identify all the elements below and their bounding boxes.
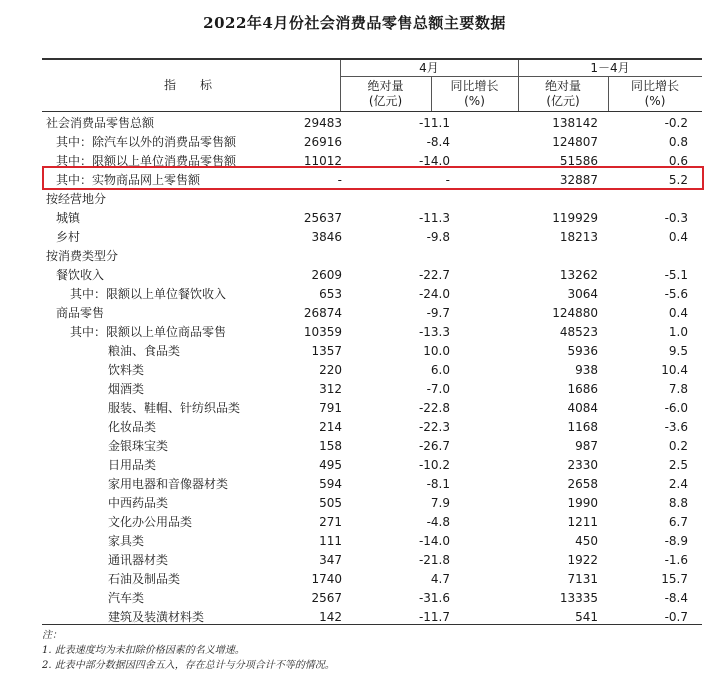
month-yoy-value: -9.7	[426, 306, 450, 320]
header-subrule	[340, 76, 702, 77]
ytd-abs-value: 1922	[567, 553, 598, 567]
ytd-yoy-value: -6.0	[664, 401, 688, 415]
month-abs-value: 3846	[311, 230, 342, 244]
ytd-abs-value: 124807	[552, 135, 598, 149]
ytd-abs-value: 7131	[567, 572, 598, 586]
month-abs-value: 312	[319, 382, 342, 396]
ytd-yoy-value: 2.5	[668, 458, 688, 472]
ytd-abs-value: 1686	[567, 382, 598, 396]
ytd-yoy-value: -0.2	[664, 116, 688, 130]
table-row	[42, 456, 702, 475]
month-abs-value: 111	[319, 534, 342, 548]
row-label: 烟酒类	[108, 382, 145, 396]
month-abs-value: 142	[319, 610, 342, 624]
month-abs-value: 347	[319, 553, 342, 567]
month-yoy-header	[431, 79, 518, 109]
month-yoy-value: -7.0	[426, 382, 450, 396]
month-abs-value: 271	[319, 515, 342, 529]
month-abs-value: 2567	[311, 591, 342, 605]
header-bottom-rule	[42, 111, 702, 112]
note-1: 1. 此表速度均为未扣除价格因素的名义增速。	[42, 645, 245, 656]
month-abs-value: 11012	[303, 154, 342, 168]
ytd-abs-value: 138142	[552, 116, 598, 130]
row-label: 按消费类型分	[46, 249, 119, 263]
ytd-abs-value: 1168	[567, 420, 598, 434]
month-abs-value: 594	[319, 477, 342, 491]
month-abs-value: 214	[319, 420, 342, 434]
month-yoy-value: -4.8	[426, 515, 450, 529]
month-yoy-value: -11.1	[418, 116, 450, 130]
month-yoy-value: -21.8	[418, 553, 450, 567]
row-label: 其中：限额以上单位商品零售	[70, 325, 227, 339]
ytd-abs-value: 51586	[559, 154, 598, 168]
month-abs-value: 158	[319, 439, 342, 453]
row-label: 商品零售	[56, 306, 105, 320]
ytd-yoy-value: -0.3	[664, 211, 688, 225]
notes	[42, 628, 335, 673]
row-label: 石油及制品类	[108, 572, 181, 586]
month-yoy-value: -11.7	[418, 610, 450, 624]
ytd-yoy-value: 9.5	[668, 344, 688, 358]
table-row	[42, 532, 702, 551]
row-label: 其中：限额以上单位餐饮收入	[70, 287, 227, 301]
table-row	[42, 342, 702, 361]
table-top-rule	[42, 58, 702, 60]
ytd-yoy-value: -0.7	[664, 610, 688, 624]
table-row	[42, 513, 702, 532]
month-abs-value: 10359	[303, 325, 342, 339]
ytd-yoy-value: 0.2	[668, 439, 688, 453]
row-label: 家用电器和音像器材类	[108, 477, 229, 491]
month-abs-value: 220	[319, 363, 342, 377]
ytd-abs-value: 938	[575, 363, 598, 377]
ytd-yoy-value: 15.7	[661, 572, 688, 586]
table-row	[42, 209, 702, 228]
month-abs-value: 26916	[303, 135, 342, 149]
row-label: 通讯器材类	[108, 553, 169, 567]
table-row	[42, 437, 702, 456]
row-label: 餐饮收入	[56, 268, 105, 282]
table-row	[42, 551, 702, 570]
month-yoy-value: 4.7	[430, 572, 450, 586]
highlight-box	[42, 166, 704, 190]
ytd-yoy-value: 5.2	[668, 173, 688, 187]
month-abs-value: 1740	[311, 572, 342, 586]
month-yoy-value: -22.3	[418, 420, 450, 434]
month-yoy-value: -10.2	[418, 458, 450, 472]
month-yoy-value: -14.0	[418, 154, 450, 168]
row-label: 建筑及装潢材料类	[108, 610, 205, 624]
ytd-yoy-header	[608, 79, 702, 109]
month-yoy-value: -31.6	[418, 591, 450, 605]
table-row	[42, 133, 702, 152]
ytd-yoy-value: -1.6	[664, 553, 688, 567]
ytd-abs-value: 4084	[567, 401, 598, 415]
ytd-yoy-value: 0.4	[668, 306, 688, 320]
ytd-abs-value: 13335	[559, 591, 598, 605]
table-row	[42, 589, 702, 608]
row-label: 饮料类	[108, 363, 145, 377]
month-abs-value: 25637	[303, 211, 342, 225]
row-label: 社会消费品零售总额	[46, 116, 155, 130]
ytd-yoy-value: 2.4	[668, 477, 688, 491]
ytd-yoy-value: 10.4	[661, 363, 688, 377]
ytd-abs-value: 1990	[567, 496, 598, 510]
row-label: 日用品类	[108, 458, 157, 472]
ytd-yoy-value: -5.1	[664, 268, 688, 282]
ytd-abs-value: 124880	[552, 306, 598, 320]
yoy-unit: (%)	[464, 94, 485, 108]
yoy-unit: (%)	[644, 94, 666, 108]
ytd-yoy-value: 1.0	[668, 325, 688, 339]
row-label: 金银珠宝类	[108, 439, 169, 453]
indicator-header: 指 标	[163, 78, 218, 92]
ytd-abs-value: 48523	[559, 325, 598, 339]
table-row	[42, 285, 702, 304]
abs-label: 绝对量	[544, 79, 581, 93]
row-label: 按经营地分	[46, 192, 107, 206]
month-yoy-value: -22.8	[418, 401, 450, 415]
abs-unit: (亿元)	[368, 94, 403, 108]
ytd-yoy-value: -8.9	[664, 534, 688, 548]
yoy-label: 同比增长	[450, 79, 499, 93]
ytd-abs-value: 987	[575, 439, 598, 453]
ytd-yoy-value: 7.8	[668, 382, 688, 396]
ytd-abs-value: 450	[575, 534, 598, 548]
ytd-yoy-value: 0.4	[668, 230, 688, 244]
ytd-abs-header	[518, 79, 608, 109]
table-row	[42, 323, 702, 342]
table-row	[42, 361, 702, 380]
row-label: 服装、鞋帽、针纺织品类	[108, 401, 241, 415]
month-abs-value: -	[337, 173, 342, 187]
abs-label: 绝对量	[367, 79, 404, 93]
table-row	[42, 114, 702, 133]
month-abs-value: 653	[319, 287, 342, 301]
month-yoy-value: 10.0	[423, 344, 450, 358]
ytd-yoy-value: -5.6	[664, 287, 688, 301]
table-bottom-rule	[42, 624, 702, 625]
month-abs-value: 2609	[311, 268, 342, 282]
row-label: 乡村	[56, 230, 81, 244]
row-label: 家具类	[108, 534, 145, 548]
month-abs-value: 29483	[303, 116, 342, 130]
abs-unit: (亿元)	[546, 94, 580, 108]
ytd-yoy-value: -8.4	[664, 591, 688, 605]
row-label: 其中：实物商品网上零售额	[56, 173, 201, 187]
row-label: 其中：除汽车以外的消费品零售额	[56, 135, 237, 149]
ytd-yoy-value: -3.6	[664, 420, 688, 434]
table-row	[42, 266, 702, 285]
row-label: 城镇	[56, 211, 81, 225]
ytd-abs-value: 3064	[567, 287, 598, 301]
row-label: 中西药品类	[108, 496, 169, 510]
table-row	[42, 190, 702, 209]
row-label: 其中：限额以上单位消费品零售额	[56, 154, 237, 168]
month-abs-value: 26874	[303, 306, 342, 320]
month-yoy-value: -8.1	[426, 477, 450, 491]
table-row	[42, 418, 702, 437]
month-abs-value: 1357	[311, 344, 342, 358]
row-label: 化妆品类	[108, 420, 157, 434]
page-title: 2022年4月份社会消费品零售总额主要数据	[203, 14, 506, 32]
month-yoy-value: -14.0	[418, 534, 450, 548]
table-row	[42, 570, 702, 589]
month-yoy-value: 6.0	[430, 363, 450, 377]
notes-heading: 注：	[42, 630, 62, 641]
month-yoy-value: -26.7	[418, 439, 450, 453]
ytd-abs-value: 2658	[567, 477, 598, 491]
ytd-abs-value: 5936	[567, 344, 598, 358]
month-yoy-value: -	[445, 173, 450, 187]
table-row	[42, 399, 702, 418]
ytd-abs-value: 1211	[567, 515, 598, 529]
month-yoy-value: -11.3	[418, 211, 450, 225]
month-abs-value: 791	[319, 401, 342, 415]
ytd-yoy-value: 0.8	[668, 135, 688, 149]
ytd-abs-value: 2330	[567, 458, 598, 472]
table-row	[42, 304, 702, 323]
table-row	[42, 228, 702, 247]
ytd-abs-value: 32887	[559, 173, 598, 187]
ytd-abs-value: 541	[575, 610, 598, 624]
ytd-yoy-value: 8.8	[668, 496, 688, 510]
row-label: 粮油、食品类	[108, 344, 181, 358]
ytd-abs-value: 13262	[559, 268, 598, 282]
month-abs-value: 505	[319, 496, 342, 510]
table-row	[42, 380, 702, 399]
ytd-yoy-value: 0.6	[668, 154, 688, 168]
row-label: 文化办公用品类	[108, 515, 193, 529]
month-yoy-value: -24.0	[418, 287, 450, 301]
month-yoy-value: -9.8	[426, 230, 450, 244]
ytd-yoy-value: 6.7	[668, 515, 688, 529]
table-row	[42, 494, 702, 513]
month-header: 4月	[419, 61, 439, 75]
note-2: 2. 此表中部分数据因四舍五入，存在总计与分项合计不等的情况。	[42, 660, 335, 671]
month-abs-header	[340, 79, 431, 109]
table-row	[42, 475, 702, 494]
yoy-label: 同比增长	[630, 79, 679, 93]
month-yoy-value: -8.4	[426, 135, 450, 149]
month-yoy-value: 7.9	[430, 496, 450, 510]
ytd-abs-value: 18213	[559, 230, 598, 244]
month-yoy-value: -13.3	[418, 325, 450, 339]
month-yoy-value: -22.7	[418, 268, 450, 282]
ytd-header: 1－4月	[590, 61, 630, 75]
ytd-abs-value: 119929	[552, 211, 598, 225]
month-abs-value: 495	[319, 458, 342, 472]
table-row	[42, 247, 702, 266]
row-label: 汽车类	[108, 591, 145, 605]
